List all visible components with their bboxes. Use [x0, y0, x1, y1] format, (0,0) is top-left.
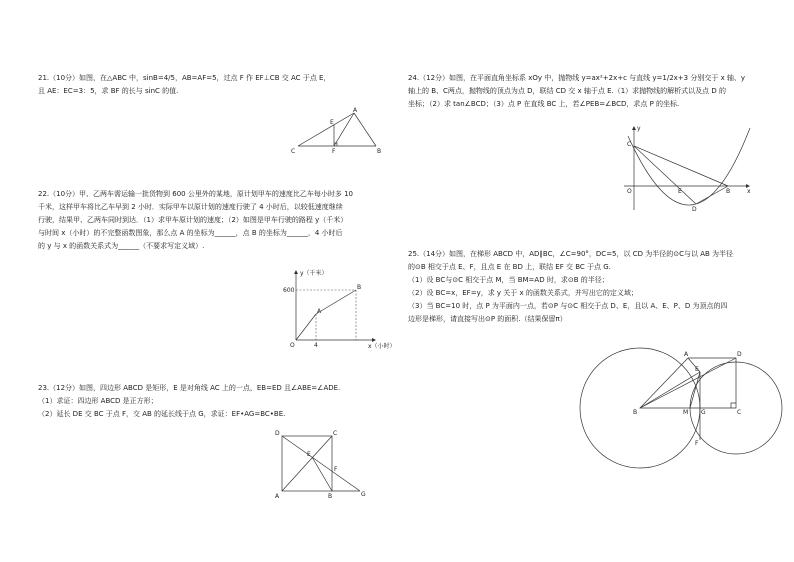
- q24-label-c: C: [627, 141, 632, 148]
- q24-text: [408, 72, 745, 111]
- q22-y-axis-label: y（千米）: [300, 270, 328, 277]
- q25-right-angle-mark: [731, 403, 736, 408]
- q21-line-2: 且 AE：EC=3：5，求 BF 的长与 sinC 的值.: [38, 87, 179, 95]
- q22-graph-segment-oa: [296, 314, 316, 340]
- q25-text: [408, 248, 733, 326]
- q21-label-a: A: [353, 107, 358, 114]
- q25-line-5: （3）当 BC=10 时，点 P 为平面内一点，若⊙P 与⊙C 相交于点 D、E，且以 A、E、P、D 为顶点的四: [408, 302, 728, 310]
- q24-label-d: D: [692, 206, 697, 213]
- q25-label-c: C: [737, 409, 742, 416]
- q23-line-dg: [282, 436, 360, 491]
- q24-line-db: [696, 186, 731, 204]
- q23-label-g: G: [361, 491, 366, 498]
- q25-label-e: E: [695, 366, 699, 373]
- q21-label-e: E: [330, 119, 334, 126]
- q21-label-b: B: [377, 148, 382, 155]
- q25-line-2: 的⊙B 相交于点 E、F，且点 E 在 BD 上，联结 EF 交 BC 于点 G.: [408, 263, 611, 271]
- q22-label-a: A: [317, 308, 322, 315]
- q24-y-arrow: [632, 126, 636, 130]
- q22-line-2: 千米，这样甲车将比乙车早到 2 小时．实际甲车以原计划的速度行驶了 4 小时后，以较低速度继续: [38, 203, 343, 211]
- q24-label-e: E: [678, 188, 682, 195]
- q21-side-ab: [354, 113, 376, 146]
- q21-text: [38, 72, 330, 98]
- q21-triangle-figure: [288, 108, 388, 156]
- q24-parabola: [628, 128, 750, 205]
- q22-y-arrow: [294, 270, 298, 274]
- q22-line-1: 22.（10分）甲、乙两车需运输一批货物到 600 公里外的某地，原计划甲车的速度比乙车每小时多 10: [38, 190, 353, 198]
- q25-label-a: A: [684, 351, 689, 358]
- q23-label-c: C: [333, 430, 338, 437]
- q25-segment-be: [640, 372, 700, 408]
- q22-label-o: O: [290, 342, 295, 349]
- q22-graph-segment-ab: [316, 290, 356, 314]
- q22-y-tick-600: 600: [283, 287, 295, 294]
- q25-segment-bd: [640, 358, 736, 408]
- q22-x-axis-label: x（小时）: [368, 343, 396, 350]
- q25-label-d: D: [737, 351, 742, 358]
- q23-label-d: D: [275, 430, 280, 437]
- q21-side-ca: [298, 113, 354, 146]
- q23-text: [38, 382, 340, 421]
- q23-line-3: （2）延长 DE 交 BC 于点 F，交 AB 的延长线于点 G，求证：EF•AG=BC•BE.: [38, 410, 286, 418]
- q23-label-f: F: [334, 466, 338, 473]
- q25-label-b: B: [633, 409, 638, 416]
- q23-square-figure: [272, 430, 372, 500]
- q25-label-f: F: [695, 440, 699, 447]
- q22-text: [38, 188, 353, 253]
- q22-line-3: 行驶，结果甲、乙两车同时到达．（1）求甲车原计划的速度；（2）如图是甲车行驶的路程 y（千米）: [38, 216, 348, 224]
- q21-line-1: 21.（10分）如图，在△ABC 中，sinB=4/5，AB=AF=5，过点 F 作 EF⊥CB 交 AC 于点 E，: [38, 74, 331, 82]
- q22-label-b: B: [357, 284, 362, 291]
- q23-label-a: A: [275, 493, 280, 500]
- q21-segment-af: [334, 113, 354, 146]
- q23-line-1: 23.（12分）如图，四边形 ABCD 是矩形，E 是对角线 AC 上的一点，EB=ED 且∠ABE=∠ADE.: [38, 384, 341, 392]
- q25-line-1: 25.（14分）如图，在梯形 ABCD 中，AD∥BC，∠C=90°，DC=5，以 CD 为半径的⊙C与以 AB 为半径: [408, 250, 734, 258]
- q24-line-1: 24.（12分）如图，在平面直角坐标系 xOy 中，抛物线 y=ax²+2x+c 与直线 y=1/2x+3 分别交于 x 轴、y: [408, 74, 746, 82]
- q25-label-g: G: [701, 409, 706, 416]
- q23-label-e: E: [307, 451, 311, 458]
- q25-line-6: 边形是梯形，请直接写出⊙P 的面积.（结果保留π）: [408, 315, 567, 323]
- q22-x-arrow: [372, 338, 376, 342]
- q21-label-c: C: [291, 148, 296, 155]
- q24-line-cd: [634, 146, 696, 204]
- q22-distance-time-graph: [282, 268, 396, 350]
- q24-label-o: O: [627, 188, 632, 195]
- q23-label-b: B: [328, 493, 333, 500]
- q24-line-2: 轴上的 B、C两点，抛物线的顶点为点 D，联结 CD 交 x 轴于点 E.（1）求抛物线的解析式以及点 D 的: [408, 87, 727, 95]
- q21-label-f: F: [332, 148, 336, 155]
- q24-label-y: y: [637, 125, 641, 132]
- q24-line-3: 坐标；（2）求 tan∠BCD；（3）点 P 在直线 BC 上，若∠PEB=∠BCD，求点 P 的坐标.: [408, 100, 680, 108]
- q25-line-3: （1）设 BC与⊙C 相交于点 M，当 BM=AD 时，求⊙B 的半径；: [408, 276, 609, 284]
- q25-circles-figure: [578, 344, 788, 476]
- q23-segment-be: [312, 457, 332, 491]
- q25-line-4: （2）设 BC=x，EF=y，求 y 关于 x 的函数关系式，并写出它的定义域；: [408, 289, 638, 297]
- q22-line-4: 与时间 x（小时）的不完整函数图象，那么点 A 的坐标为______，点 B 的坐标为______，4 小时后: [38, 229, 343, 237]
- q23-line-2: （1）求证：四边形 ABCD 是正方形；: [38, 397, 158, 405]
- q23-diagonal-ac: [282, 436, 332, 491]
- q24-parabola-figure: [618, 122, 758, 212]
- q24-line-cb: [634, 146, 728, 186]
- q22-line-5: 的 y 与 x 的函数关系式为______（不要求写定义域）.: [38, 242, 205, 250]
- q24-label-x: x: [747, 188, 751, 195]
- q25-label-m: M: [683, 409, 689, 416]
- q24-label-b: B: [726, 188, 731, 195]
- q22-x-tick-4: 4: [314, 342, 318, 349]
